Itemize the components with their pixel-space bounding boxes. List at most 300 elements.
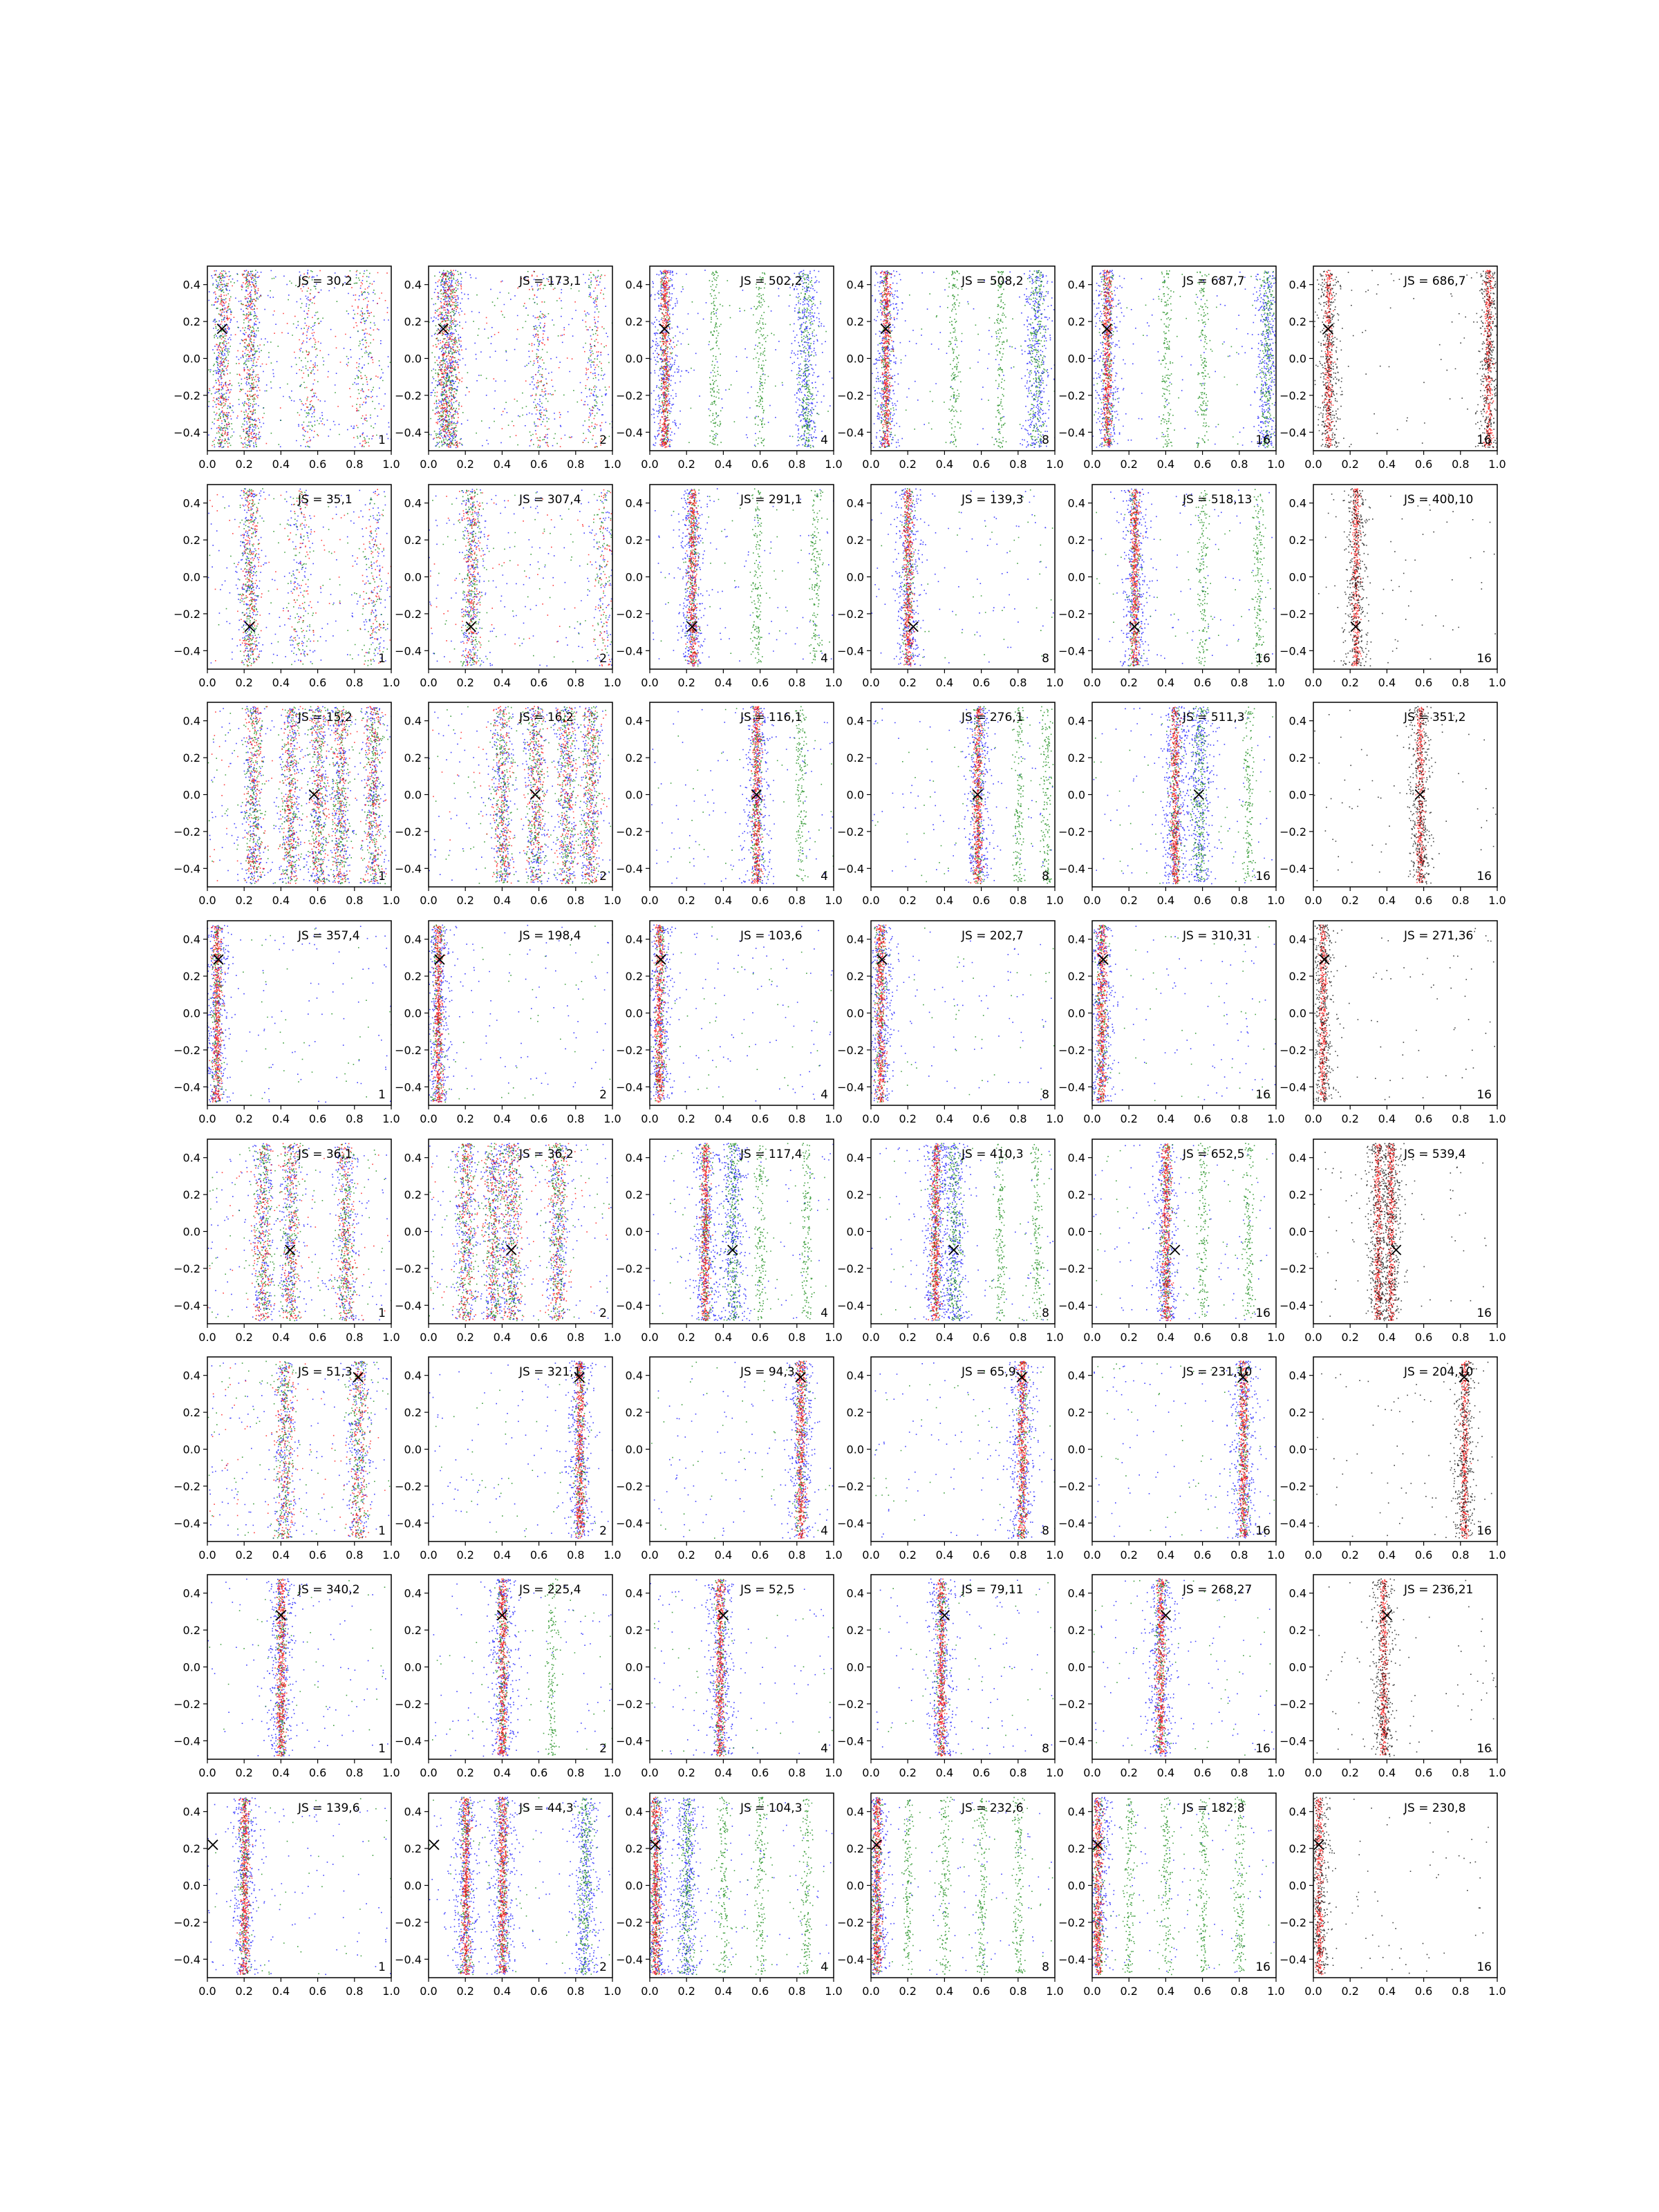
x-tick-label: 0.0 <box>420 676 438 689</box>
scatter-points <box>1094 1578 1277 1756</box>
scatter-points <box>207 1797 392 1975</box>
y-tick-label: −0.2 <box>395 607 422 621</box>
y-tick-label: 0.0 <box>625 1660 643 1674</box>
points-blue <box>208 1143 390 1321</box>
y-tick-label: 0.2 <box>1067 534 1085 547</box>
x-tick-label: 0.2 <box>899 676 917 689</box>
x-tick-label: 0.2 <box>899 1766 917 1779</box>
scatter-points <box>1307 924 1498 1102</box>
x-tick-label: 0.8 <box>1009 676 1027 689</box>
scatter-points <box>637 1797 832 1975</box>
y-tick-label: 0.2 <box>182 1624 200 1638</box>
points-green <box>209 1143 392 1322</box>
x-tick-label: 0.8 <box>1009 1766 1027 1779</box>
y-tick-label: 0.2 <box>1288 1188 1306 1202</box>
x-tick-label: 0.4 <box>1378 1112 1396 1125</box>
y-tick-label: 0.4 <box>1067 714 1085 728</box>
x-tick-label: 0.2 <box>456 1331 474 1344</box>
scatter-points <box>208 488 397 666</box>
points-blue <box>652 488 834 666</box>
js-annotation: JS = 36,2 <box>519 1147 574 1161</box>
scatter-points <box>1314 706 1497 885</box>
points-green <box>208 1361 391 1539</box>
x-tick-label: 0.2 <box>899 1331 917 1344</box>
y-tick-label: −0.2 <box>837 1697 864 1711</box>
subplot-r1-c4 <box>837 266 1064 471</box>
scatter-points <box>651 706 834 884</box>
y-tick-label: −0.2 <box>1058 1697 1085 1711</box>
y-tick-label: 0.4 <box>182 714 200 728</box>
y-tick-label: −0.2 <box>1058 607 1085 621</box>
x-tick-label: 0.4 <box>272 1331 290 1344</box>
x-tick-label: 1.0 <box>1488 1112 1506 1125</box>
y-tick-label: 0.2 <box>404 315 422 329</box>
x-tick-label: 0.0 <box>198 676 216 689</box>
x-tick-label: 0.8 <box>1009 458 1027 471</box>
k-label: 16 <box>1255 1742 1271 1756</box>
x-tick-label: 0.4 <box>493 1331 512 1344</box>
k-label: 4 <box>821 1524 828 1538</box>
subplot-r7-c3 <box>616 1575 843 1779</box>
x-tick-label: 0.6 <box>1193 1548 1212 1562</box>
x-tick-label: 0.2 <box>677 1112 695 1125</box>
y-tick-label: 0.0 <box>1288 1225 1306 1239</box>
y-tick-label: 0.0 <box>625 788 643 802</box>
y-tick-label: 0.2 <box>846 751 864 765</box>
y-tick-label: −0.4 <box>1280 1080 1306 1094</box>
x-tick-label: 0.0 <box>198 1766 216 1779</box>
subplot-r2-c4 <box>837 485 1064 689</box>
x-tick-label: 0.0 <box>1083 676 1101 689</box>
points-blue <box>637 1797 832 1976</box>
x-tick-label: 0.4 <box>493 1548 512 1562</box>
points-red <box>209 270 388 448</box>
y-tick-label: 0.0 <box>404 1879 422 1893</box>
points-blue <box>429 1360 613 1538</box>
x-tick-label: 0.8 <box>788 1985 806 1998</box>
axes-frame <box>871 485 1055 669</box>
subplot-r8-c2 <box>395 1793 621 1998</box>
y-tick-label: 0.2 <box>1067 1624 1085 1638</box>
y-tick-label: 0.2 <box>182 1188 200 1202</box>
scatter-points <box>872 1143 1056 1321</box>
y-tick-label: −0.2 <box>1280 825 1306 838</box>
x-tick-label: 0.0 <box>641 676 659 689</box>
y-tick-label: 0.4 <box>182 278 200 292</box>
y-tick-label: −0.2 <box>174 1262 200 1275</box>
points-red <box>209 706 386 883</box>
axes-frame <box>871 1139 1055 1324</box>
x-tick-label: 0.2 <box>456 458 474 471</box>
y-tick-label: 0.4 <box>1288 1586 1306 1600</box>
k-label: 16 <box>1477 652 1492 666</box>
scatter-points <box>198 925 392 1103</box>
scatter-points <box>208 706 393 884</box>
y-tick-label: −0.4 <box>616 862 643 876</box>
y-tick-label: 0.0 <box>404 570 422 584</box>
x-tick-label: 1.0 <box>1267 1331 1285 1344</box>
points-blue <box>872 1143 1056 1322</box>
y-tick-label: −0.4 <box>174 1734 200 1748</box>
js-annotation: JS = 52,5 <box>740 1583 795 1597</box>
y-tick-label: 0.4 <box>846 714 864 728</box>
y-tick-label: −0.4 <box>1058 1734 1085 1748</box>
y-tick-label: 0.4 <box>625 1805 643 1819</box>
y-tick-label: 0.2 <box>182 751 200 765</box>
axes-frame <box>429 702 612 887</box>
y-tick-label: −0.4 <box>837 1734 864 1748</box>
k-label: 1 <box>378 652 386 666</box>
scatter-points <box>1092 489 1277 666</box>
x-tick-label: 0.2 <box>1341 1985 1359 1998</box>
scatter-points <box>207 1579 391 1757</box>
y-tick-label: 0.4 <box>846 1151 864 1165</box>
subplot-r1-c1 <box>174 266 400 471</box>
y-tick-label: 0.2 <box>625 1406 643 1420</box>
x-tick-label: 1.0 <box>382 458 400 471</box>
y-tick-label: −0.2 <box>1058 825 1085 838</box>
x-tick-label: 0.8 <box>1009 1112 1027 1125</box>
points-blue <box>208 270 391 448</box>
y-tick-label: −0.2 <box>1280 1262 1306 1275</box>
x-tick-label: 0.4 <box>714 1331 733 1344</box>
axes-frame <box>1313 1139 1497 1324</box>
y-tick-label: 0.2 <box>846 1188 864 1202</box>
x-tick-label: 1.0 <box>1488 1331 1506 1344</box>
points-green <box>875 706 1054 885</box>
x-tick-label: 0.0 <box>641 1985 659 1998</box>
y-tick-label: −0.4 <box>174 1299 200 1313</box>
x-tick-label: 0.2 <box>235 1112 253 1125</box>
y-tick-label: −0.2 <box>616 1262 643 1275</box>
scatter-points <box>646 270 832 448</box>
y-tick-label: −0.4 <box>395 1080 422 1094</box>
y-tick-label: 0.4 <box>1288 496 1306 510</box>
subplot-r5-c3 <box>616 1139 843 1344</box>
y-tick-label: 0.2 <box>1288 970 1306 984</box>
scatter-points <box>207 270 392 448</box>
points-red <box>430 489 615 666</box>
x-tick-label: 0.8 <box>567 1331 585 1344</box>
y-tick-label: 0.4 <box>404 1586 422 1600</box>
k-label: 4 <box>821 870 828 883</box>
points-green <box>658 706 834 882</box>
k-label: 2 <box>599 870 607 883</box>
y-tick-label: 0.2 <box>1288 1406 1306 1420</box>
points-green <box>429 1797 610 1975</box>
subplot-r1-c5 <box>1058 266 1286 471</box>
points-green <box>435 1363 596 1537</box>
scatter-points <box>872 488 1054 666</box>
js-annotation: JS = 65,9 <box>962 1365 1016 1379</box>
js-annotation: JS = 351,2 <box>1404 711 1466 724</box>
x-tick-label: 0.8 <box>1230 1985 1248 1998</box>
axes-frame <box>871 921 1055 1105</box>
x-tick-label: 0.0 <box>641 1766 659 1779</box>
y-tick-label: −0.2 <box>1280 1479 1306 1493</box>
axes-frame <box>650 702 834 887</box>
js-annotation: JS = 271,36 <box>1404 929 1474 943</box>
y-tick-label: 0.0 <box>846 1006 864 1020</box>
x-tick-label: 0.8 <box>1230 1112 1248 1125</box>
x-tick-label: 0.2 <box>1341 458 1359 471</box>
y-tick-label: 0.4 <box>625 1369 643 1382</box>
x-marker <box>466 622 476 632</box>
x-tick-label: 0.6 <box>308 1985 327 1998</box>
y-tick-label: −0.2 <box>1058 1262 1085 1275</box>
x-tick-label: 0.0 <box>862 1112 880 1125</box>
scatter-points <box>1078 1797 1275 1976</box>
y-tick-label: −0.4 <box>837 644 864 658</box>
y-tick-label: 0.2 <box>625 1624 643 1638</box>
x-tick-label: 0.6 <box>308 894 327 907</box>
k-label: 4 <box>821 652 828 666</box>
x-tick-label: 0.0 <box>1083 894 1101 907</box>
y-tick-label: −0.4 <box>616 1080 643 1094</box>
y-tick-label: 0.4 <box>404 714 422 728</box>
subplot-r8-c3 <box>616 1793 843 1998</box>
y-tick-label: −0.4 <box>1058 644 1085 658</box>
axes-frame <box>1313 1793 1497 1978</box>
js-annotation: JS = 518,13 <box>1183 493 1253 507</box>
x-tick-label: 0.6 <box>1414 1985 1433 1998</box>
k-label: 8 <box>1042 652 1049 666</box>
js-annotation: JS = 236,21 <box>1404 1583 1474 1597</box>
x-tick-label: 0.4 <box>935 1112 954 1125</box>
x-tick-label: 0.8 <box>1452 676 1470 689</box>
subplot-r5-c5 <box>1058 1139 1285 1344</box>
points-green <box>210 926 392 1103</box>
y-tick-label: 0.0 <box>182 1006 200 1020</box>
js-annotation: JS = 104,3 <box>740 1801 803 1815</box>
y-tick-label: −0.4 <box>1280 862 1306 876</box>
js-annotation: JS = 511,3 <box>1183 711 1245 724</box>
axes-frame <box>650 1793 834 1978</box>
x-tick-label: 0.4 <box>493 1985 512 1998</box>
y-tick-label: 0.4 <box>1288 714 1306 728</box>
js-annotation: JS = 410,3 <box>962 1147 1024 1161</box>
js-annotation: JS = 232,6 <box>962 1801 1024 1815</box>
y-tick-label: 0.2 <box>1288 751 1306 765</box>
y-tick-label: 0.2 <box>846 1842 864 1856</box>
x-marker <box>949 1245 959 1255</box>
js-annotation: JS = 117,4 <box>740 1147 803 1161</box>
scatter-points <box>429 1797 613 1975</box>
x-tick-label: 0.0 <box>1083 1112 1101 1125</box>
js-annotation: JS = 51,3 <box>298 1365 353 1379</box>
x-tick-label: 0.6 <box>1414 1112 1433 1125</box>
y-tick-label: −0.2 <box>1280 1915 1306 1929</box>
y-tick-label: 0.4 <box>182 1369 200 1382</box>
js-annotation: JS = 508,2 <box>962 274 1024 288</box>
y-tick-label: 0.4 <box>1067 1805 1085 1819</box>
k-label: 1 <box>378 1306 386 1320</box>
subplot-r8-c1 <box>174 1793 400 1998</box>
points-green <box>209 1579 386 1756</box>
subplot-r2-c6 <box>1280 485 1506 689</box>
y-tick-label: −0.2 <box>174 1479 200 1493</box>
y-tick-label: −0.4 <box>837 426 864 440</box>
x-tick-label: 0.0 <box>1304 676 1322 689</box>
x-tick-label: 0.8 <box>346 676 364 689</box>
x-marker <box>1130 622 1139 632</box>
x-tick-label: 0.4 <box>1156 676 1175 689</box>
y-tick-label: −0.4 <box>616 1953 643 1967</box>
x-tick-label: 0.8 <box>788 1331 806 1344</box>
k-label: 1 <box>378 433 386 447</box>
x-tick-label: 0.4 <box>1156 458 1175 471</box>
x-tick-label: 0.6 <box>1414 1766 1433 1779</box>
y-tick-label: −0.4 <box>1280 1734 1306 1748</box>
axes-frame <box>1092 1575 1276 1759</box>
scatter-points <box>418 924 613 1103</box>
y-tick-label: 0.4 <box>625 932 643 946</box>
points-blue <box>861 1797 1052 1975</box>
x-tick-label: 0.4 <box>714 1548 733 1562</box>
y-tick-label: 0.4 <box>625 1151 643 1165</box>
x-tick-label: 1.0 <box>1267 1766 1285 1779</box>
y-tick-label: 0.2 <box>404 1188 422 1202</box>
x-tick-label: 1.0 <box>382 676 400 689</box>
y-tick-label: −0.2 <box>174 607 200 621</box>
x-tick-label: 0.0 <box>862 458 880 471</box>
axes-frame <box>429 1575 612 1759</box>
x-tick-label: 0.2 <box>235 1766 253 1779</box>
points-blue <box>651 706 834 884</box>
k-label: 16 <box>1255 652 1271 666</box>
x-tick-label: 0.2 <box>899 894 917 907</box>
subplot-r1-c6 <box>1280 266 1506 471</box>
x-tick-label: 0.6 <box>308 1331 327 1344</box>
y-tick-label: 0.4 <box>1067 278 1085 292</box>
x-tick-label: 0.6 <box>972 458 991 471</box>
y-tick-label: −0.4 <box>395 1953 422 1967</box>
x-tick-label: 0.8 <box>788 458 806 471</box>
y-tick-label: −0.4 <box>837 862 864 876</box>
y-tick-label: −0.4 <box>174 862 200 876</box>
x-tick-label: 0.2 <box>1120 894 1138 907</box>
x-tick-label: 0.8 <box>1452 1548 1470 1562</box>
y-tick-label: 0.4 <box>404 1369 422 1382</box>
points-blue <box>433 1579 614 1756</box>
x-tick-label: 1.0 <box>825 676 843 689</box>
y-tick-label: 0.2 <box>846 1624 864 1638</box>
axes-frame <box>650 1357 834 1541</box>
y-tick-label: 0.4 <box>1067 932 1085 946</box>
points-blue <box>650 1580 832 1756</box>
x-tick-label: 0.0 <box>641 1331 659 1344</box>
y-tick-label: −0.4 <box>837 1953 864 1967</box>
x-tick-label: 0.0 <box>862 676 880 689</box>
y-tick-label: 0.0 <box>1288 1660 1306 1674</box>
x-tick-label: 0.4 <box>1378 894 1396 907</box>
x-tick-label: 0.6 <box>308 1766 327 1779</box>
scatter-points <box>1082 925 1276 1103</box>
x-tick-label: 0.2 <box>1120 1985 1138 1998</box>
x-tick-label: 0.2 <box>677 1766 695 1779</box>
js-annotation: JS = 687,7 <box>1183 274 1245 288</box>
points-blue <box>1094 706 1277 885</box>
axes-frame <box>429 1357 612 1541</box>
scatter-points <box>868 270 1055 448</box>
points-green <box>662 1143 828 1321</box>
js-annotation: JS = 139,6 <box>298 1801 360 1815</box>
points-blue <box>429 489 621 666</box>
x-tick-label: 0.0 <box>862 1331 880 1344</box>
x-marker <box>718 1611 728 1620</box>
x-tick-label: 1.0 <box>603 1331 621 1344</box>
x-marker <box>429 1840 439 1850</box>
x-tick-label: 1.0 <box>603 458 621 471</box>
axes-frame <box>650 921 834 1105</box>
y-tick-label: 0.2 <box>846 534 864 547</box>
subplot-r8-c4 <box>837 1793 1064 1998</box>
y-tick-label: −0.4 <box>1058 1953 1085 1967</box>
y-tick-label: 0.2 <box>1288 1842 1306 1856</box>
y-tick-label: 0.4 <box>846 496 864 510</box>
x-tick-label: 0.4 <box>714 1985 733 1998</box>
x-tick-label: 0.4 <box>714 1766 733 1779</box>
y-tick-label: 0.0 <box>404 1660 422 1674</box>
x-tick-label: 0.2 <box>1120 1766 1138 1779</box>
points-green <box>1098 1362 1275 1537</box>
js-annotation: JS = 44,3 <box>519 1801 574 1815</box>
x-marker <box>1194 790 1203 800</box>
y-tick-label: 0.4 <box>846 1805 864 1819</box>
scatter-points <box>1318 488 1496 666</box>
y-tick-label: 0.2 <box>846 315 864 329</box>
y-tick-label: −0.4 <box>395 1517 422 1530</box>
k-label: 1 <box>378 1960 386 1974</box>
x-tick-label: 0.6 <box>1193 1331 1212 1344</box>
x-tick-label: 0.6 <box>751 1766 769 1779</box>
x-tick-label: 0.8 <box>788 676 806 689</box>
y-tick-label: 0.4 <box>404 496 422 510</box>
x-tick-label: 0.6 <box>308 676 327 689</box>
y-tick-label: 0.0 <box>404 788 422 802</box>
y-tick-label: −0.2 <box>616 388 643 402</box>
x-tick-label: 0.8 <box>1230 1766 1248 1779</box>
axes-frame <box>871 266 1055 451</box>
subplot-r7-c2 <box>395 1575 621 1779</box>
scatter-points <box>1311 270 1506 448</box>
x-tick-label: 0.6 <box>1193 458 1212 471</box>
x-tick-label: 0.0 <box>862 1548 880 1562</box>
x-tick-label: 0.2 <box>1120 676 1138 689</box>
points-green <box>872 926 1055 1103</box>
x-tick-label: 0.0 <box>420 1766 438 1779</box>
x-tick-label: 0.4 <box>1156 894 1175 907</box>
y-tick-label: 0.2 <box>625 534 643 547</box>
x-tick-label: 0.0 <box>198 1112 216 1125</box>
y-tick-label: 0.2 <box>625 970 643 984</box>
k-label: 8 <box>1042 870 1049 883</box>
y-tick-label: −0.4 <box>616 1734 643 1748</box>
y-tick-label: 0.0 <box>182 788 200 802</box>
js-annotation: JS = 35,1 <box>298 493 353 507</box>
y-tick-label: −0.4 <box>1058 862 1085 876</box>
subplot-r8-c5 <box>1058 1793 1285 1998</box>
x-tick-label: 0.6 <box>751 1548 769 1562</box>
y-tick-label: 0.4 <box>625 1586 643 1600</box>
y-tick-label: −0.2 <box>837 1043 864 1057</box>
y-tick-label: 0.4 <box>1067 1369 1085 1382</box>
x-tick-label: 0.8 <box>1452 1766 1470 1779</box>
y-tick-label: 0.4 <box>1288 278 1306 292</box>
y-tick-label: −0.2 <box>837 1479 864 1493</box>
x-tick-label: 0.4 <box>935 894 954 907</box>
x-tick-label: 0.4 <box>1156 1766 1175 1779</box>
